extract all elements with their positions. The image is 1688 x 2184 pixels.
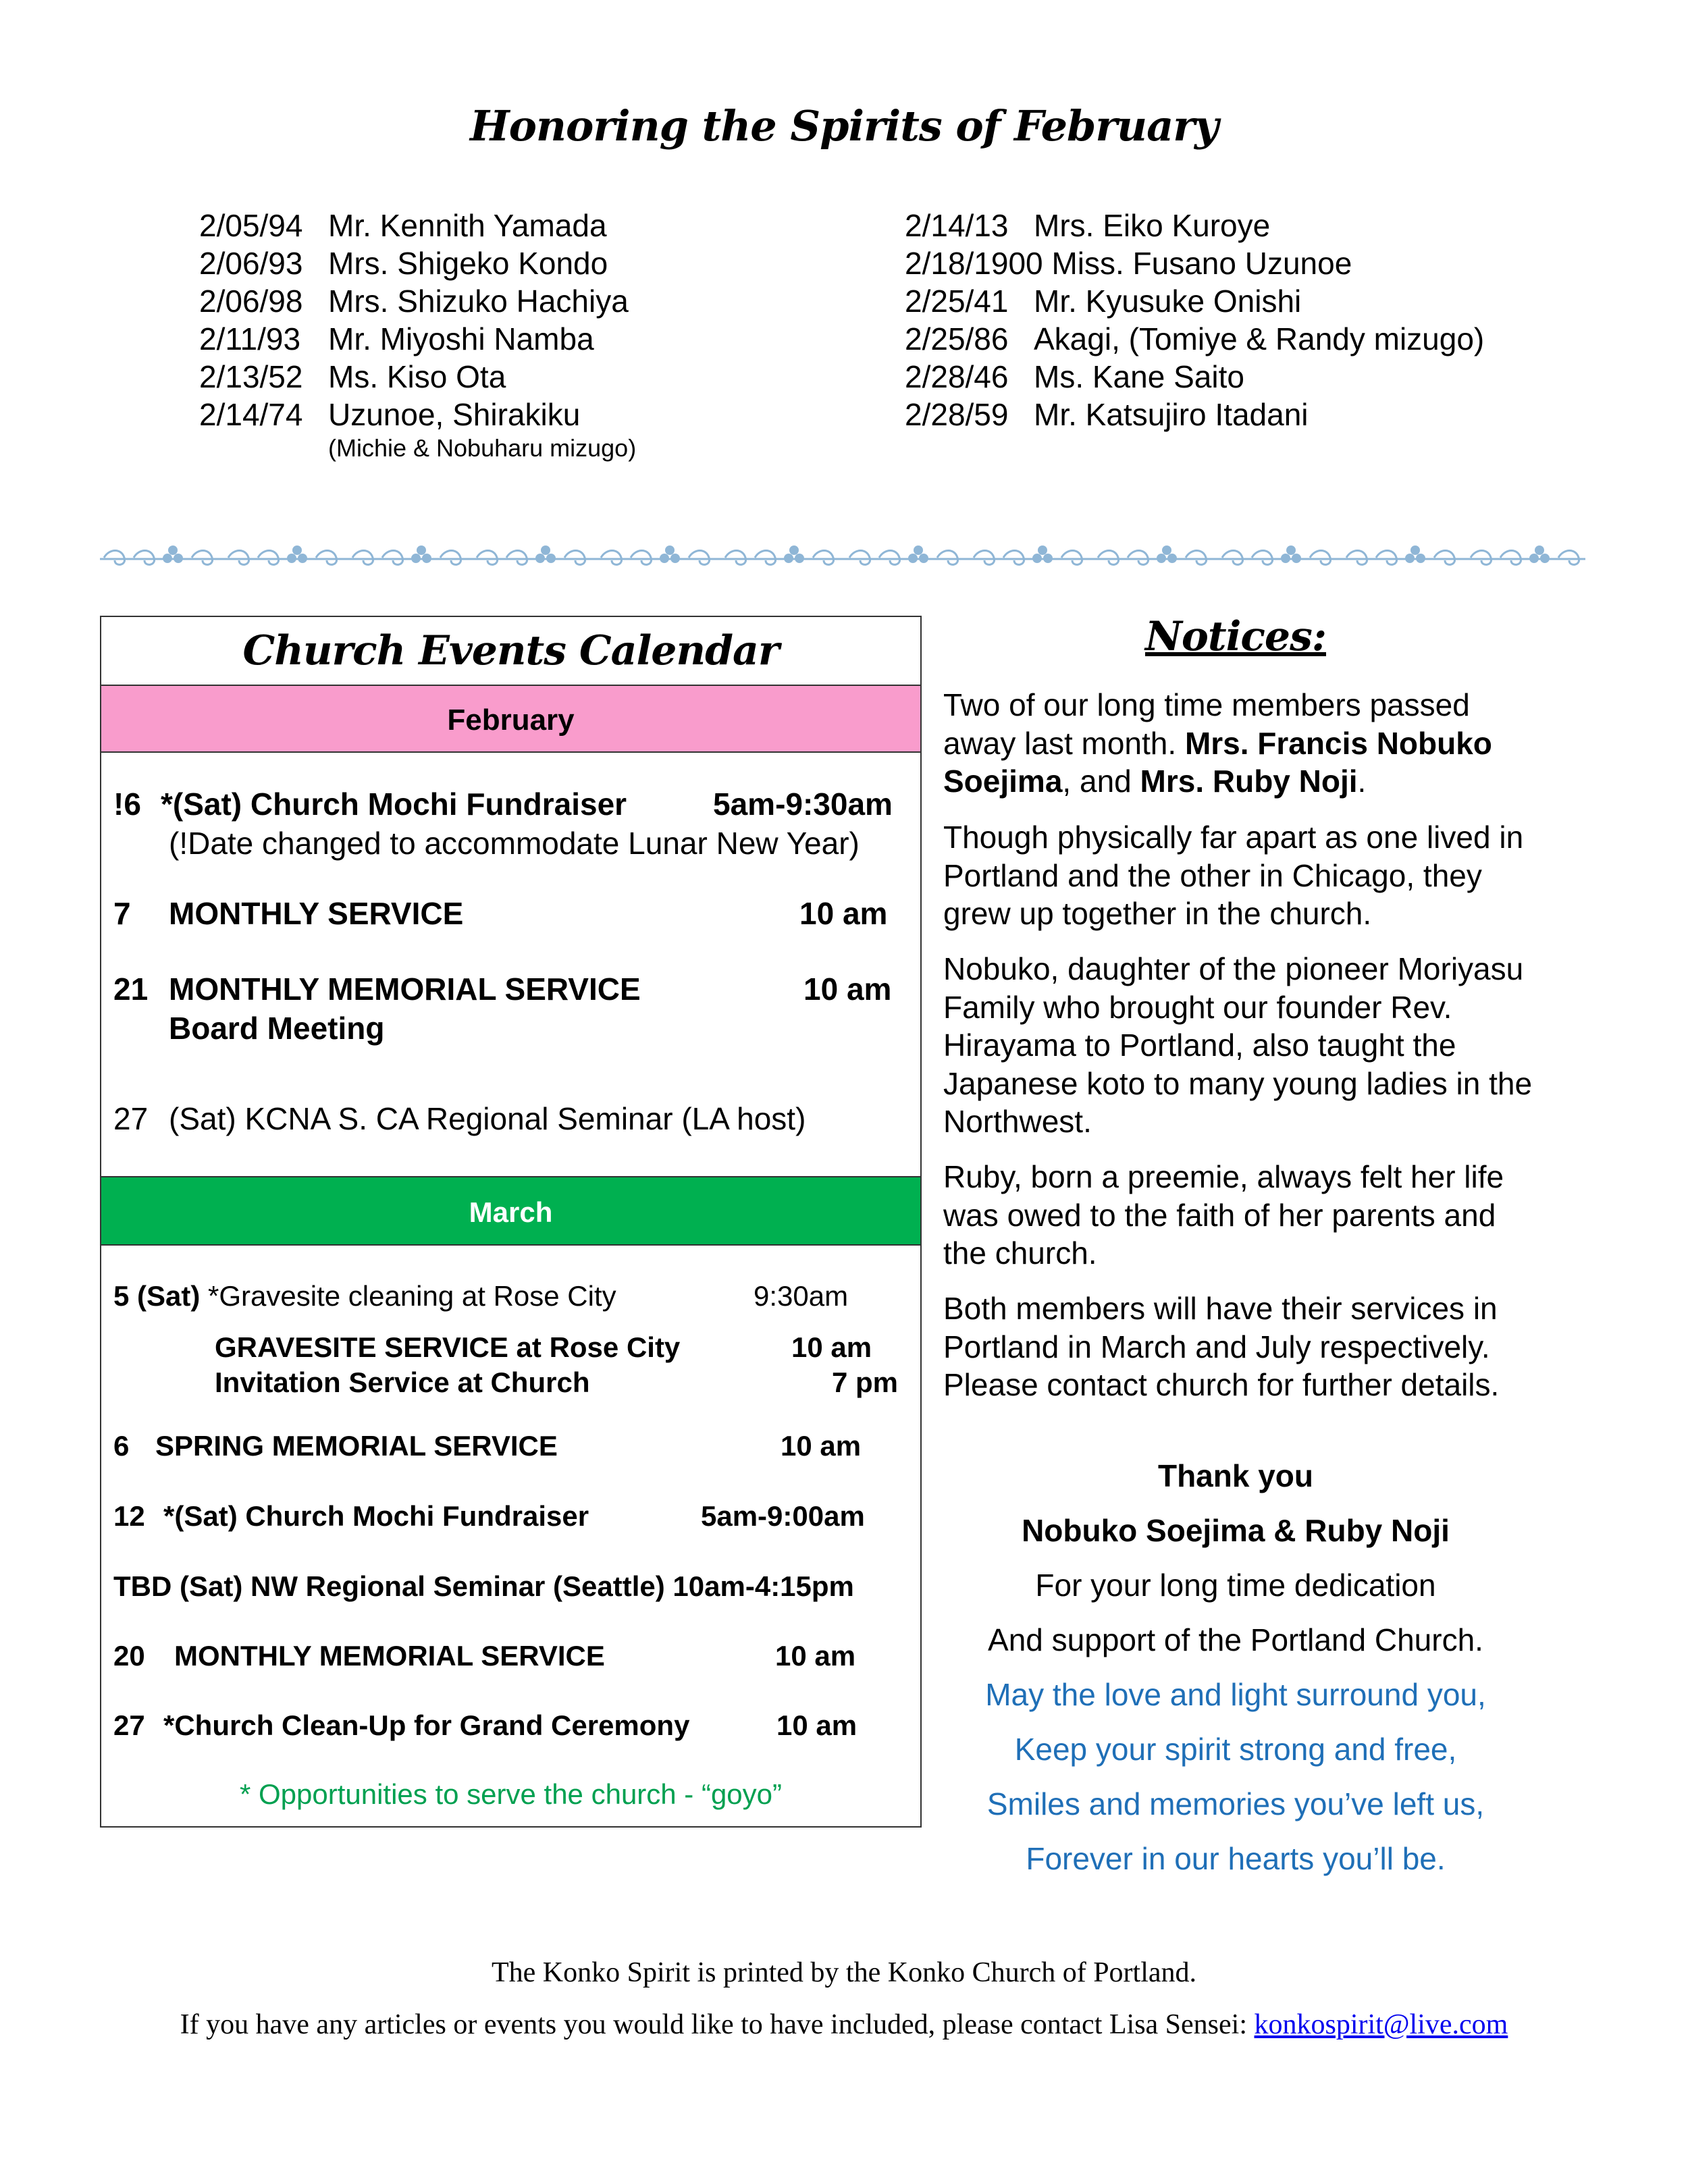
scroll-motif <box>725 551 834 565</box>
feb-event-sub: Board Meeting <box>169 1011 385 1046</box>
memorial-entry: 2/28/46 Ms. Kane Saito <box>905 359 1244 394</box>
trefoil-motif <box>660 545 680 563</box>
memorial-entry: 2/18/1900 Miss. Fusano Uzunoe <box>905 246 1352 281</box>
scroll-motif <box>1222 551 1331 565</box>
trefoil-motif <box>1032 545 1053 563</box>
memorial-entry: 2/28/59 Mr. Katsujiro Itadani <box>905 397 1309 432</box>
feb-event-day: 7 <box>113 896 131 931</box>
trefoil-motif <box>1405 545 1425 563</box>
mar-event-title: TBD (Sat) NW Regional Seminar (Seattle) 10am-4:15pm <box>113 1570 854 1602</box>
feb-event-time: 5am-9:30am <box>713 787 893 822</box>
mar-event-time: 10 am <box>781 1430 862 1462</box>
scroll-motif <box>849 551 958 565</box>
memorial-entry: 2/06/93 Mrs. Shigeko Kondo <box>199 246 608 281</box>
scroll-motif <box>974 551 1082 565</box>
feb-event-time: 10 am <box>799 896 888 931</box>
mar-event-day: 27 <box>113 1709 145 1741</box>
trefoil-motif <box>1157 545 1177 563</box>
poem-line: Smiles and memories you’ve left us, <box>986 1786 1485 1821</box>
trefoil-motif <box>1281 545 1301 563</box>
scroll-motif <box>1346 551 1455 565</box>
mar-event-day: 20 <box>113 1640 145 1672</box>
memorial-entry: 2/14/13 Mrs. Eiko Kuroye <box>905 208 1271 243</box>
mar-event-time: 9:30am <box>754 1280 849 1312</box>
memorial-list-left <box>199 207 636 463</box>
footer-line: The Konko Spirit is printed by the Konko Church of Portland. <box>491 1957 1197 1988</box>
thank-you: Thank you <box>1157 1458 1314 1493</box>
feb-event-day: 21 <box>113 971 149 1007</box>
scroll-motif <box>601 551 710 565</box>
calendar-title: Church Events Calendar <box>242 627 779 674</box>
scroll-motif <box>1098 551 1207 565</box>
ornamental-divider <box>100 540 1585 574</box>
trefoil-motif <box>287 545 307 563</box>
scroll-motif <box>104 551 213 565</box>
mar-event-title: Invitation Service at Church <box>215 1366 590 1398</box>
feb-event-time: 10 am <box>803 971 892 1007</box>
page-title: Honoring the Spirits of February <box>469 101 1218 151</box>
mar-event-title: *(Sat) Church Mochi Fundraiser <box>163 1500 589 1532</box>
tribute-line: And support of the Portland Church. <box>988 1622 1483 1657</box>
memorial-entry: 2/25/41 Mr. Kyusuke Onishi <box>905 284 1302 319</box>
mar-event: 5 (Sat) *Gravesite cleaning at Rose City <box>113 1280 616 1312</box>
memorial-entry: 2/11/93 Mr. Miyoshi Namba <box>199 321 594 356</box>
notice-paragraph: Ruby, born a preemie, always felt her life was owed to the faith of her parents and the church. <box>943 1159 1504 1271</box>
memorial-entry: 2/14/74 Uzunoe, Shirakiku <box>199 397 581 432</box>
tribute-line: For your long time dedication <box>1035 1568 1436 1603</box>
scroll-motif <box>228 551 337 565</box>
mar-event-time: 10 am <box>775 1640 856 1672</box>
trefoil-motif <box>535 545 556 563</box>
mar-event-day: 6 <box>113 1430 130 1462</box>
trefoil-motif <box>908 545 928 563</box>
feb-event-title: (Sat) KCNA S. CA Regional Seminar (LA host) <box>169 1101 806 1136</box>
memorial-list-right <box>905 207 1484 433</box>
notice-paragraph: Though physically far apart as one lived in Portland and the other in Chicago, they grew up together in the church. <box>943 820 1524 931</box>
poem-line: Keep your spirit strong and free, <box>1014 1732 1457 1767</box>
mar-event-time: 10 am <box>791 1331 872 1363</box>
march-header: March <box>101 1176 920 1246</box>
mar-event-time: 5am-9:00am <box>701 1500 865 1532</box>
memorial-note: (Michie & Nobuharu mizugo) <box>328 434 637 462</box>
honoree-names: Nobuko Soejima & Ruby Noji <box>1022 1513 1450 1548</box>
notice-paragraph: Nobuko, daughter of the pioneer Moriyasu Family who brought our founder Rev. Hirayama to Portland, also taught the Japanese koto to many young ladies in the Northwest. <box>943 951 1533 1139</box>
memorial-entry: 2/13/52 Ms. Kiso Ota <box>199 359 506 394</box>
february-header: February <box>101 685 920 753</box>
trefoil-motif <box>163 545 183 563</box>
feb-event-title: MONTHLY SERVICE <box>169 896 464 931</box>
poem-line: Forever in our hearts you’ll be. <box>1026 1841 1446 1876</box>
contact-email-link[interactable]: konkospirit@live.com <box>1254 2009 1508 2040</box>
trefoil-motif <box>411 545 431 563</box>
footer-contact: If you have any articles or events you would like to have included, please contact Lisa Sensei: konkospirit@live.com <box>180 2009 1508 2040</box>
memorial-entry: 2/25/86 Akagi, (Tomiye & Randy mizugo) <box>905 321 1485 356</box>
mar-event-title: *Church Clean-Up for Grand Ceremony <box>163 1709 690 1741</box>
mar-event-day: 12 <box>113 1500 145 1532</box>
scroll-motif <box>477 551 585 565</box>
mar-event-title: GRAVESITE SERVICE at Rose City <box>215 1331 681 1363</box>
mar-event-title: MONTHLY MEMORIAL SERVICE <box>174 1640 605 1672</box>
feb-event-title: *(Sat) Church Mochi Fundraiser <box>161 787 627 822</box>
notice-paragraph: Two of our long time members passed away last month. Mrs. Francis Nobuko Soejima, and Mrs. Ruby Noji. <box>943 687 1492 799</box>
mar-event-time: 7 pm <box>832 1366 899 1398</box>
trefoil-motif <box>1529 545 1550 563</box>
mar-event-time: 10 am <box>776 1709 858 1741</box>
divider-ornaments <box>104 545 1579 564</box>
scroll-motif <box>1471 551 1579 565</box>
feb-event-day: !6 <box>113 787 141 822</box>
feb-event-note: (!Date changed to accommodate Lunar New Year) <box>169 826 860 861</box>
trefoil-motif <box>784 545 804 563</box>
church-events-calendar <box>100 616 922 1828</box>
feb-event-title: MONTHLY MEMORIAL SERVICE <box>169 971 641 1007</box>
notice-paragraph: Both members will have their services in Portland in March and July respectively. Please contact church for further details. <box>943 1291 1500 1402</box>
memorial-entry: 2/06/98 Mrs. Shizuko Hachiya <box>199 284 629 319</box>
scroll-motif <box>352 551 461 565</box>
mar-event-title: SPRING MEMORIAL SERVICE <box>155 1430 558 1462</box>
notices-title: Notices: <box>1144 613 1326 660</box>
feb-event-day: 27 <box>113 1101 149 1136</box>
calendar-footnote: * Opportunities to serve the church - “goyo” <box>239 1778 783 1810</box>
poem-line: May the love and light surround you, <box>985 1677 1486 1712</box>
memorial-entry: 2/05/94 Mr. Kennith Yamada <box>199 208 607 243</box>
